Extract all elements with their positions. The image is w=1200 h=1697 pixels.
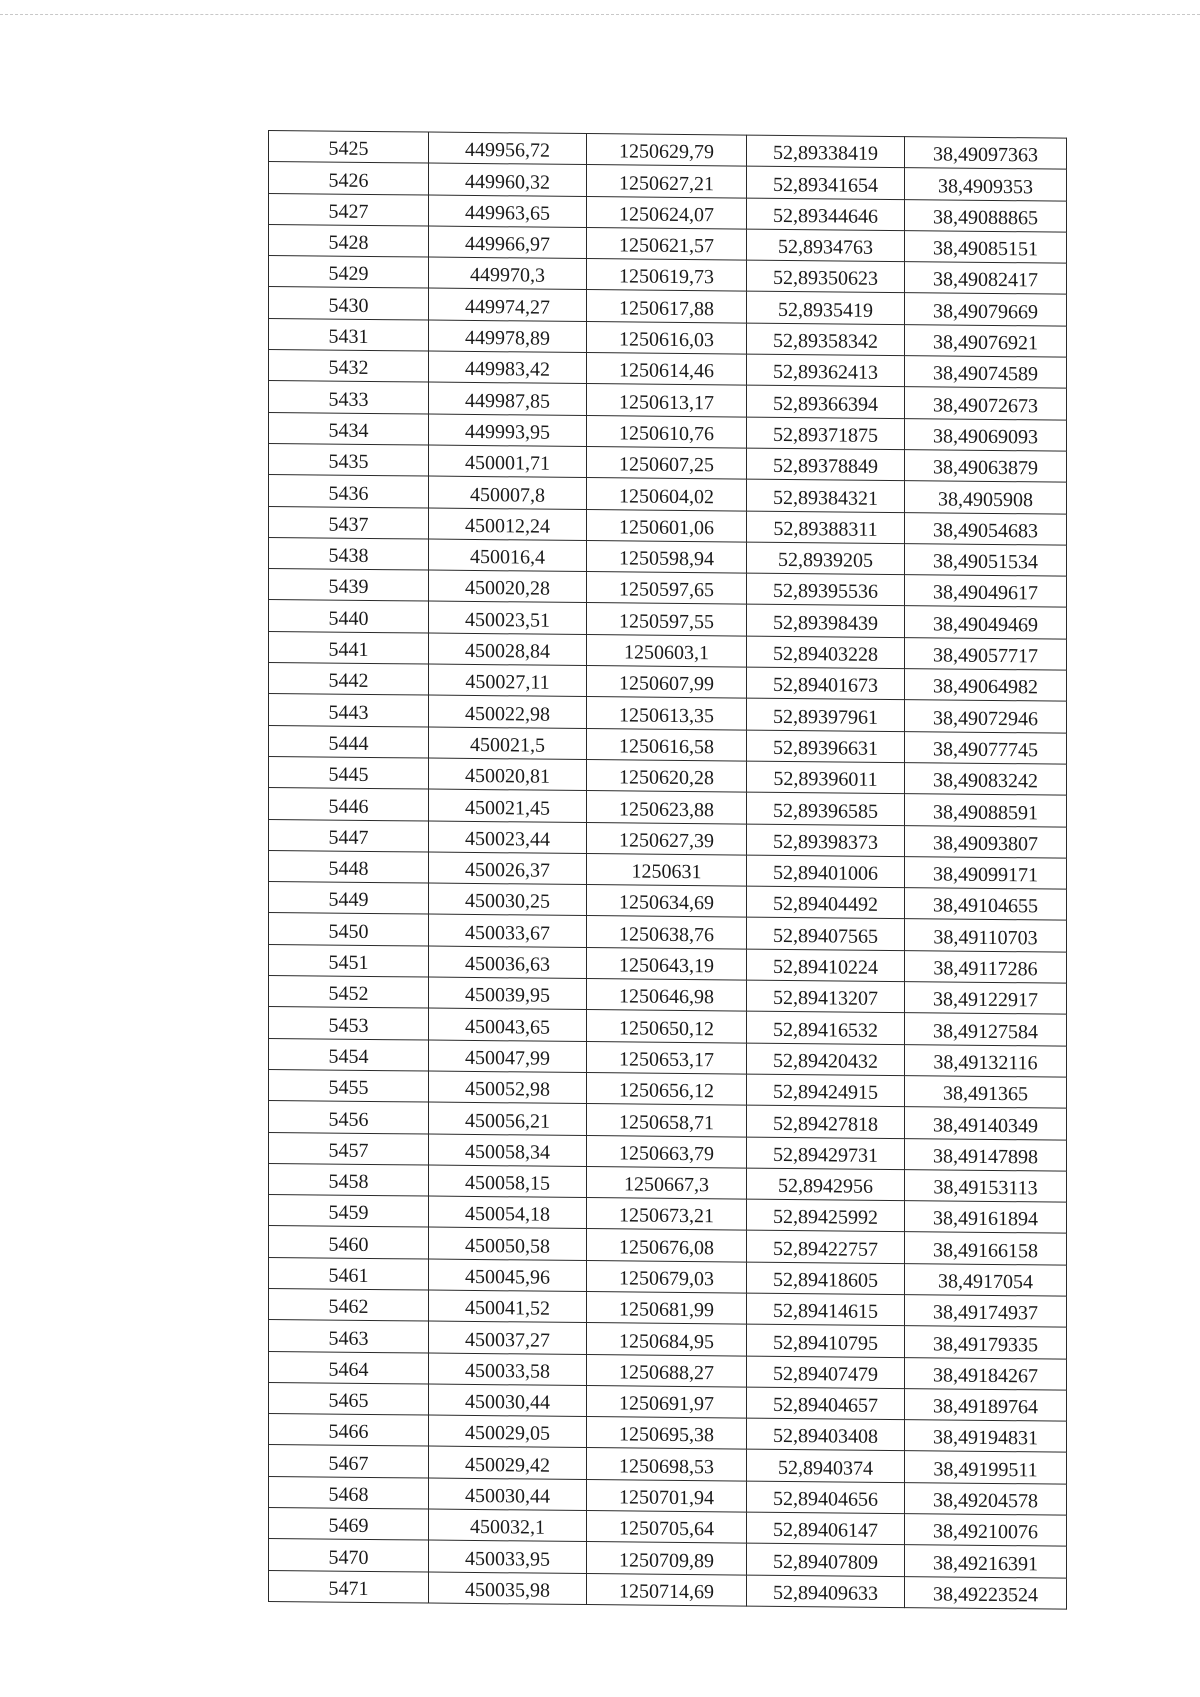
longitude-cell: 38,49088591 bbox=[905, 794, 1067, 827]
latitude-cell: 52,89427818 bbox=[747, 1105, 905, 1138]
latitude-cell: 52,89371875 bbox=[747, 417, 905, 450]
y-coordinate-cell: 1250638,76 bbox=[587, 916, 747, 949]
x-coordinate-cell: 449993,95 bbox=[429, 414, 587, 447]
y-coordinate-cell: 1250597,55 bbox=[587, 603, 747, 636]
latitude-cell: 52,89388311 bbox=[747, 511, 905, 544]
point-number-cell: 5449 bbox=[269, 882, 429, 915]
longitude-cell: 38,49085151 bbox=[905, 231, 1067, 264]
x-coordinate-cell: 450021,5 bbox=[429, 727, 587, 760]
x-coordinate-cell: 450058,15 bbox=[429, 1165, 587, 1198]
y-coordinate-cell: 1250676,08 bbox=[587, 1229, 747, 1262]
longitude-cell: 38,49049469 bbox=[905, 606, 1067, 639]
y-coordinate-cell: 1250646,98 bbox=[587, 979, 747, 1012]
latitude-cell: 52,89395536 bbox=[747, 573, 905, 606]
y-coordinate-cell: 1250604,02 bbox=[587, 478, 747, 511]
point-number-cell: 5455 bbox=[269, 1069, 429, 1102]
y-coordinate-cell: 1250631 bbox=[587, 853, 747, 886]
x-coordinate-cell: 449978,89 bbox=[429, 320, 587, 353]
point-number-cell: 5452 bbox=[269, 976, 429, 1009]
x-coordinate-cell: 450033,95 bbox=[429, 1540, 587, 1573]
y-coordinate-cell: 1250705,64 bbox=[587, 1511, 747, 1544]
latitude-cell: 52,89429731 bbox=[747, 1137, 905, 1170]
x-coordinate-cell: 450043,65 bbox=[429, 1008, 587, 1041]
point-number-cell: 5431 bbox=[269, 318, 429, 351]
latitude-cell: 52,89404492 bbox=[747, 886, 905, 919]
latitude-cell: 52,89414615 bbox=[747, 1293, 905, 1326]
longitude-cell: 38,49072673 bbox=[905, 387, 1067, 420]
y-coordinate-cell: 1250620,28 bbox=[587, 759, 747, 792]
point-number-cell: 5463 bbox=[269, 1320, 429, 1353]
longitude-cell: 38,49189764 bbox=[905, 1388, 1067, 1421]
x-coordinate-cell: 450028,84 bbox=[429, 633, 587, 666]
x-coordinate-cell: 450035,98 bbox=[429, 1572, 587, 1605]
x-coordinate-cell: 450001,71 bbox=[429, 445, 587, 478]
y-coordinate-cell: 1250616,03 bbox=[587, 321, 747, 354]
latitude-cell: 52,89407479 bbox=[747, 1356, 905, 1389]
longitude-cell: 38,49054683 bbox=[905, 512, 1067, 545]
point-number-cell: 5468 bbox=[269, 1476, 429, 1509]
point-number-cell: 5426 bbox=[269, 162, 429, 195]
x-coordinate-cell: 450030,44 bbox=[429, 1478, 587, 1511]
x-coordinate-cell: 450026,37 bbox=[429, 852, 587, 885]
latitude-cell: 52,89407565 bbox=[747, 918, 905, 951]
x-coordinate-cell: 449956,72 bbox=[429, 132, 587, 165]
y-coordinate-cell: 1250616,58 bbox=[587, 728, 747, 761]
x-coordinate-cell: 450007,8 bbox=[429, 476, 587, 509]
longitude-cell: 38,49083242 bbox=[905, 763, 1067, 796]
longitude-cell: 38,49082417 bbox=[905, 262, 1067, 295]
x-coordinate-cell: 450037,27 bbox=[429, 1321, 587, 1354]
point-number-cell: 5464 bbox=[269, 1351, 429, 1384]
point-number-cell: 5448 bbox=[269, 850, 429, 883]
longitude-cell: 38,4917054 bbox=[905, 1263, 1067, 1296]
point-number-cell: 5450 bbox=[269, 913, 429, 946]
y-coordinate-cell: 1250603,1 bbox=[587, 634, 747, 667]
longitude-cell: 38,49099171 bbox=[905, 856, 1067, 889]
longitude-cell: 38,49127584 bbox=[905, 1013, 1067, 1046]
x-coordinate-cell: 450056,21 bbox=[429, 1102, 587, 1135]
x-coordinate-cell: 450027,11 bbox=[429, 664, 587, 697]
y-coordinate-cell: 1250653,17 bbox=[587, 1041, 747, 1074]
point-number-cell: 5440 bbox=[269, 600, 429, 633]
x-coordinate-cell: 450058,34 bbox=[429, 1134, 587, 1167]
latitude-cell: 52,8935419 bbox=[747, 292, 905, 325]
y-coordinate-cell: 1250667,3 bbox=[587, 1166, 747, 1199]
y-coordinate-cell: 1250709,89 bbox=[587, 1542, 747, 1575]
coordinates-table-body bbox=[269, 131, 1067, 1610]
y-coordinate-cell: 1250663,79 bbox=[587, 1135, 747, 1168]
y-coordinate-cell: 1250597,65 bbox=[587, 572, 747, 605]
latitude-cell: 52,89416532 bbox=[747, 1011, 905, 1044]
y-coordinate-cell: 1250679,03 bbox=[587, 1260, 747, 1293]
point-number-cell: 5427 bbox=[269, 193, 429, 226]
longitude-cell: 38,49216391 bbox=[905, 1545, 1067, 1578]
latitude-cell: 52,89418605 bbox=[747, 1262, 905, 1295]
y-coordinate-cell: 1250656,12 bbox=[587, 1072, 747, 1105]
point-number-cell: 5437 bbox=[269, 506, 429, 539]
y-coordinate-cell: 1250688,27 bbox=[587, 1354, 747, 1387]
x-coordinate-cell: 450054,18 bbox=[429, 1196, 587, 1229]
longitude-cell: 38,49072946 bbox=[905, 700, 1067, 733]
point-number-cell: 5467 bbox=[269, 1445, 429, 1478]
latitude-cell: 52,89407809 bbox=[747, 1543, 905, 1576]
x-coordinate-cell: 450036,63 bbox=[429, 946, 587, 979]
point-number-cell: 5458 bbox=[269, 1163, 429, 1196]
y-coordinate-cell: 1250643,19 bbox=[587, 947, 747, 980]
point-number-cell: 5436 bbox=[269, 475, 429, 508]
latitude-cell: 52,89341654 bbox=[747, 166, 905, 199]
longitude-cell: 38,49153113 bbox=[905, 1169, 1067, 1202]
point-number-cell: 5430 bbox=[269, 287, 429, 320]
latitude-cell: 52,8940374 bbox=[747, 1450, 905, 1483]
point-number-cell: 5453 bbox=[269, 1007, 429, 1040]
x-coordinate-cell: 450041,52 bbox=[429, 1290, 587, 1323]
latitude-cell: 52,89422757 bbox=[747, 1230, 905, 1263]
latitude-cell: 52,89420432 bbox=[747, 1043, 905, 1076]
y-coordinate-cell: 1250621,57 bbox=[587, 227, 747, 260]
point-number-cell: 5461 bbox=[269, 1257, 429, 1290]
point-number-cell: 5433 bbox=[269, 381, 429, 414]
longitude-cell: 38,49079669 bbox=[905, 293, 1067, 326]
point-number-cell: 5432 bbox=[269, 350, 429, 383]
point-number-cell: 5441 bbox=[269, 631, 429, 664]
longitude-cell: 38,49184267 bbox=[905, 1357, 1067, 1390]
latitude-cell: 52,89362413 bbox=[747, 354, 905, 387]
longitude-cell: 38,49104655 bbox=[905, 888, 1067, 921]
longitude-cell: 38,4905908 bbox=[905, 481, 1067, 514]
latitude-cell: 52,89384321 bbox=[747, 479, 905, 512]
x-coordinate-cell: 449974,27 bbox=[429, 289, 587, 322]
x-coordinate-cell: 450047,99 bbox=[429, 1040, 587, 1073]
x-coordinate-cell: 450033,58 bbox=[429, 1353, 587, 1386]
x-coordinate-cell: 450029,05 bbox=[429, 1415, 587, 1448]
x-coordinate-cell: 450023,44 bbox=[429, 821, 587, 854]
longitude-cell: 38,49076921 bbox=[905, 324, 1067, 357]
x-coordinate-cell: 449987,85 bbox=[429, 382, 587, 415]
latitude-cell: 52,89338419 bbox=[747, 135, 905, 168]
longitude-cell: 38,49063879 bbox=[905, 450, 1067, 483]
y-coordinate-cell: 1250598,94 bbox=[587, 540, 747, 573]
point-number-cell: 5460 bbox=[269, 1226, 429, 1259]
longitude-cell: 38,49074589 bbox=[905, 356, 1067, 389]
x-coordinate-cell: 450023,51 bbox=[429, 601, 587, 634]
y-coordinate-cell: 1250701,94 bbox=[587, 1479, 747, 1512]
latitude-cell: 52,89424915 bbox=[747, 1074, 905, 1107]
x-coordinate-cell: 450052,98 bbox=[429, 1071, 587, 1104]
y-coordinate-cell: 1250627,39 bbox=[587, 822, 747, 855]
latitude-cell: 52,89398439 bbox=[747, 605, 905, 638]
y-coordinate-cell: 1250623,88 bbox=[587, 791, 747, 824]
point-number-cell: 5446 bbox=[269, 788, 429, 821]
x-coordinate-cell: 450030,44 bbox=[429, 1384, 587, 1417]
y-coordinate-cell: 1250613,17 bbox=[587, 384, 747, 417]
longitude-cell: 38,49179335 bbox=[905, 1326, 1067, 1359]
latitude-cell: 52,8942956 bbox=[747, 1168, 905, 1201]
longitude-cell: 38,49174937 bbox=[905, 1295, 1067, 1328]
latitude-cell: 52,89403408 bbox=[747, 1418, 905, 1451]
longitude-cell: 38,49210076 bbox=[905, 1514, 1067, 1547]
latitude-cell: 52,89350623 bbox=[747, 260, 905, 293]
longitude-cell: 38,4909353 bbox=[905, 168, 1067, 201]
y-coordinate-cell: 1250684,95 bbox=[587, 1323, 747, 1356]
point-number-cell: 5465 bbox=[269, 1382, 429, 1415]
y-coordinate-cell: 1250634,69 bbox=[587, 885, 747, 918]
point-number-cell: 5469 bbox=[269, 1508, 429, 1541]
coordinates-table bbox=[268, 130, 1067, 1610]
point-number-cell: 5442 bbox=[269, 663, 429, 696]
x-coordinate-cell: 449963,65 bbox=[429, 195, 587, 228]
latitude-cell: 52,89403228 bbox=[747, 636, 905, 669]
x-coordinate-cell: 450020,28 bbox=[429, 570, 587, 603]
point-number-cell: 5439 bbox=[269, 569, 429, 602]
y-coordinate-cell: 1250624,07 bbox=[587, 196, 747, 229]
longitude-cell: 38,49049617 bbox=[905, 575, 1067, 608]
y-coordinate-cell: 1250650,12 bbox=[587, 1010, 747, 1043]
point-number-cell: 5444 bbox=[269, 725, 429, 758]
y-coordinate-cell: 1250695,38 bbox=[587, 1417, 747, 1450]
coordinates-table-wrapper bbox=[268, 130, 1067, 1610]
x-coordinate-cell: 450022,98 bbox=[429, 695, 587, 728]
longitude-cell: 38,49051534 bbox=[905, 543, 1067, 576]
x-coordinate-cell: 450030,25 bbox=[429, 883, 587, 916]
point-number-cell: 5459 bbox=[269, 1195, 429, 1228]
y-coordinate-cell: 1250619,73 bbox=[587, 259, 747, 292]
x-coordinate-cell: 450039,95 bbox=[429, 977, 587, 1010]
longitude-cell: 38,49077745 bbox=[905, 731, 1067, 764]
x-coordinate-cell: 449966,97 bbox=[429, 226, 587, 259]
y-coordinate-cell: 1250613,35 bbox=[587, 697, 747, 730]
x-coordinate-cell: 450020,81 bbox=[429, 758, 587, 791]
x-coordinate-cell: 450033,67 bbox=[429, 914, 587, 947]
longitude-cell: 38,49069093 bbox=[905, 418, 1067, 451]
y-coordinate-cell: 1250673,21 bbox=[587, 1198, 747, 1231]
y-coordinate-cell: 1250698,53 bbox=[587, 1448, 747, 1481]
scan-edge-line bbox=[0, 14, 1200, 15]
x-coordinate-cell: 450012,24 bbox=[429, 508, 587, 541]
x-coordinate-cell: 450045,96 bbox=[429, 1259, 587, 1292]
longitude-cell: 38,49161894 bbox=[905, 1201, 1067, 1234]
longitude-cell: 38,49097363 bbox=[905, 137, 1067, 170]
latitude-cell: 52,8934763 bbox=[747, 229, 905, 262]
point-number-cell: 5445 bbox=[269, 756, 429, 789]
latitude-cell: 52,89397961 bbox=[747, 698, 905, 731]
longitude-cell: 38,49204578 bbox=[905, 1482, 1067, 1515]
point-number-cell: 5425 bbox=[269, 131, 429, 164]
x-coordinate-cell: 450021,45 bbox=[429, 789, 587, 822]
y-coordinate-cell: 1250714,69 bbox=[587, 1573, 747, 1606]
y-coordinate-cell: 1250658,71 bbox=[587, 1104, 747, 1137]
point-number-cell: 5435 bbox=[269, 443, 429, 476]
x-coordinate-cell: 449983,42 bbox=[429, 351, 587, 384]
latitude-cell: 52,89358342 bbox=[747, 323, 905, 356]
longitude-cell: 38,49057717 bbox=[905, 637, 1067, 670]
y-coordinate-cell: 1250610,76 bbox=[587, 415, 747, 448]
longitude-cell: 38,49064982 bbox=[905, 669, 1067, 702]
longitude-cell: 38,49132116 bbox=[905, 1044, 1067, 1077]
y-coordinate-cell: 1250607,25 bbox=[587, 447, 747, 480]
latitude-cell: 52,89401006 bbox=[747, 855, 905, 888]
point-number-cell: 5443 bbox=[269, 694, 429, 727]
longitude-cell: 38,49223524 bbox=[905, 1576, 1067, 1609]
point-number-cell: 5428 bbox=[269, 224, 429, 257]
latitude-cell: 52,89409633 bbox=[747, 1575, 905, 1608]
point-number-cell: 5429 bbox=[269, 256, 429, 289]
y-coordinate-cell: 1250617,88 bbox=[587, 290, 747, 323]
latitude-cell: 52,89398373 bbox=[747, 824, 905, 857]
y-coordinate-cell: 1250607,99 bbox=[587, 666, 747, 699]
latitude-cell: 52,89413207 bbox=[747, 980, 905, 1013]
longitude-cell: 38,491365 bbox=[905, 1076, 1067, 1109]
longitude-cell: 38,49117286 bbox=[905, 950, 1067, 983]
y-coordinate-cell: 1250681,99 bbox=[587, 1292, 747, 1325]
y-coordinate-cell: 1250627,21 bbox=[587, 165, 747, 198]
point-number-cell: 5462 bbox=[269, 1288, 429, 1321]
latitude-cell: 52,89410795 bbox=[747, 1324, 905, 1357]
latitude-cell: 52,89404656 bbox=[747, 1481, 905, 1514]
point-number-cell: 5457 bbox=[269, 1132, 429, 1165]
point-number-cell: 5447 bbox=[269, 819, 429, 852]
latitude-cell: 52,89410224 bbox=[747, 949, 905, 982]
point-number-cell: 5451 bbox=[269, 944, 429, 977]
longitude-cell: 38,49166158 bbox=[905, 1232, 1067, 1265]
latitude-cell: 52,89425992 bbox=[747, 1199, 905, 1232]
latitude-cell: 52,89396011 bbox=[747, 761, 905, 794]
point-number-cell: 5438 bbox=[269, 537, 429, 570]
latitude-cell: 52,89401673 bbox=[747, 667, 905, 700]
point-number-cell: 5434 bbox=[269, 412, 429, 445]
point-number-cell: 5471 bbox=[269, 1570, 429, 1603]
y-coordinate-cell: 1250601,06 bbox=[587, 509, 747, 542]
x-coordinate-cell: 449960,32 bbox=[429, 163, 587, 196]
x-coordinate-cell: 450032,1 bbox=[429, 1509, 587, 1542]
x-coordinate-cell: 450050,58 bbox=[429, 1227, 587, 1260]
longitude-cell: 38,49147898 bbox=[905, 1138, 1067, 1171]
y-coordinate-cell: 1250614,46 bbox=[587, 353, 747, 386]
latitude-cell: 52,89404657 bbox=[747, 1387, 905, 1420]
latitude-cell: 52,89396631 bbox=[747, 730, 905, 763]
longitude-cell: 38,49122917 bbox=[905, 982, 1067, 1015]
y-coordinate-cell: 1250691,97 bbox=[587, 1385, 747, 1418]
point-number-cell: 5470 bbox=[269, 1539, 429, 1572]
point-number-cell: 5466 bbox=[269, 1414, 429, 1447]
latitude-cell: 52,89344646 bbox=[747, 198, 905, 231]
x-coordinate-cell: 450029,42 bbox=[429, 1447, 587, 1480]
x-coordinate-cell: 450016,4 bbox=[429, 539, 587, 572]
latitude-cell: 52,89406147 bbox=[747, 1512, 905, 1545]
y-coordinate-cell: 1250629,79 bbox=[587, 134, 747, 167]
longitude-cell: 38,49093807 bbox=[905, 825, 1067, 858]
longitude-cell: 38,49088865 bbox=[905, 199, 1067, 232]
latitude-cell: 52,89378849 bbox=[747, 448, 905, 481]
x-coordinate-cell: 449970,3 bbox=[429, 257, 587, 290]
latitude-cell: 52,89396585 bbox=[747, 792, 905, 825]
latitude-cell: 52,8939205 bbox=[747, 542, 905, 575]
longitude-cell: 38,49110703 bbox=[905, 919, 1067, 952]
point-number-cell: 5456 bbox=[269, 1101, 429, 1134]
latitude-cell: 52,89366394 bbox=[747, 385, 905, 418]
longitude-cell: 38,49140349 bbox=[905, 1107, 1067, 1140]
longitude-cell: 38,49199511 bbox=[905, 1451, 1067, 1484]
longitude-cell: 38,49194831 bbox=[905, 1420, 1067, 1453]
point-number-cell: 5454 bbox=[269, 1038, 429, 1071]
